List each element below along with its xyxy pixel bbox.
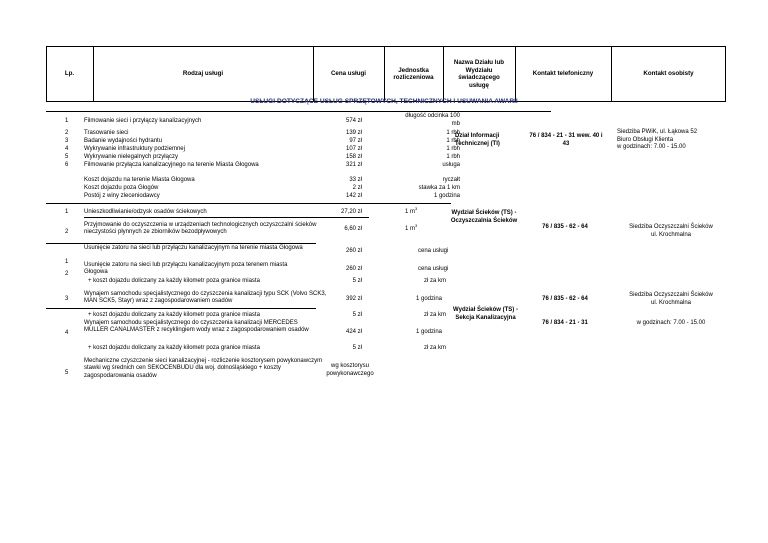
section-title: USŁUGI DOTYCZĄCE USŁUG SPRZĘTOWYCH, TECHNICZNYCH I USUWANIA AWARII [250,98,518,105]
phone-label: 76 / 834 - 21 - 31 wew. 40 i 43 [529,133,603,147]
personal-contact-line: Siedziba Oczyszczalni Ścieków [629,224,713,230]
row-divider [84,217,369,218]
group-divider [46,203,451,204]
row-unit [405,206,435,217]
personal-contact-line: ul. Krochmalna [650,231,692,238]
row-price: 260 zł [345,248,362,254]
row-service: Unieszkodliwianie/odzysk osadów ściekowych [84,209,207,215]
row-service: Usunięcie zatoru na sieci lub przyłączu kanalizacyjnym na terenie miasta Głogowa [84,245,303,251]
row-lp: 5 [65,370,69,376]
row-lp: 1 [65,259,69,265]
group-divider [46,308,316,309]
row-unit: 1 rbh [446,154,460,160]
phone-label: 76 / 834 - 21 - 31 [542,320,588,326]
unit-exponent: 3 [415,206,418,211]
row-price: 142 zł [345,193,362,199]
department-label: Wydział Ścieków (TS) - Sekcja Kanalizacyjna [453,307,518,321]
row-service: Wykrywanie nielegalnych przyłączy [84,154,178,160]
row-price: 5 zł [352,278,362,284]
unit-text: 1 m [405,226,416,232]
header-phone: Kontakt telefoniczny [532,70,594,78]
row-unit: 1 godzina [433,193,460,199]
row-price: 27,20 zł [340,209,362,215]
phone-label: 76 / 835 - 62 - 64 [542,224,588,230]
row-price: 321 zł [345,162,362,168]
row-price: 424 zł [345,329,362,335]
row-service: Filmowanie przyłącza kanalizacyjnego na terenie Miasta Głogowa [84,162,259,168]
row-lp: 3 [65,138,69,144]
row-unit: stawka za 1 km [418,185,460,191]
row-unit: 1 godzina [416,329,443,335]
group-divider [46,111,551,112]
header-unit: Jednostka rozliczeniowa [393,66,434,81]
row-service: Filmowanie sieci i przyłączy kanalizacyjnych [84,118,202,124]
personal-contact-line: w godzinach: 7.00 - 15.00 [617,144,686,150]
row-lp: 1 [65,209,69,215]
row-price: 107 zł [345,146,362,152]
row-lp: 4 [65,146,69,152]
row-service: Koszt dojazdu poza Głogów [84,185,159,191]
unit-text: 1 m [405,209,416,215]
row-unit: zł za km [424,312,447,318]
department-label: Dział Informacji Technicznej (TI) [455,133,500,147]
personal-contact [612,224,730,239]
row-service: Trasowanie sieci [84,130,129,136]
row-service: Badanie wydajności hydrantu [84,138,163,144]
row-lp: 2 [65,271,69,277]
row-lp: 6 [65,162,69,168]
row-unit: ryczałt [442,177,460,183]
row-price: 158 zł [345,154,362,160]
row-unit: 1 rbh [446,138,460,144]
row-price: 5 zł [352,345,362,351]
group-divider [46,243,316,244]
row-unit [405,223,435,234]
personal-contact-line: Biuro Obsługi Klienta [617,136,674,143]
row-service: Wynajem samochodu specjalistycznego do czyszczenia kanalizacji typu SCK (Volvo SCK3, MAN SCK5, Stayr) wraz z zagospodarowaniem osadów [84,291,327,305]
row-lp: 1 [65,118,69,124]
row-unit: 1 godzina [416,296,443,302]
row-price: 33 zł [349,177,362,183]
row-service: Koszt dojazdu na terenie Miasta Głogowa [84,177,195,183]
row-unit: usługa [442,162,460,168]
header-price: Cena usługi [330,70,367,78]
row-price: 574 zł [345,118,362,124]
personal-contact [612,292,730,307]
personal-contact-line: Siedziba PWiK, ul. Łąkowa 52 [617,129,698,135]
row-lp: 2 [65,229,69,235]
phone-label: 76 / 835 - 62 - 64 [542,296,588,302]
row-unit: zł za km [424,345,447,351]
row-price: 139 zł [345,130,362,136]
row-lp: 3 [65,296,69,302]
header-lp: Lp. [64,70,75,78]
personal-contact-hours: w godzinach: 7.00 - 15.00 [636,320,706,326]
row-service: Wykrywanie infrastruktury podziemnej [84,146,185,152]
row-lp: 2 [65,130,69,136]
row-unit: 1 rbh [446,130,460,136]
row-price: wg kosztorysu powykonawczego [326,363,374,377]
header-department: Nazwa Działu lub Wydziału świadczącego usługę [453,59,505,89]
row-lp: 5 [65,154,69,160]
row-price: 2 zł [352,185,362,191]
row-service: Wynajem samochodu specjalistycznego do czyszczenia kanalizacji MERCEDES MULLER CANALMASTER z recyklingiem wody wraz z zagospodarowaniem osadów [84,320,309,334]
personal-contact-line: ul. Krochmalna [650,299,692,306]
unit-exponent: 3 [415,223,418,228]
row-lp: 4 [65,330,69,336]
personal-contact [617,129,727,152]
row-unit: zł za km [424,278,447,284]
row-service: Usunięcie zatoru na sieci lub przyłączu kanalizacyjnym poza terenem miasta Głogowa [84,262,288,276]
header-service: Rodzaj usługi [182,70,224,78]
header-personal: Kontakt osobisty [643,70,694,78]
row-unit: 1 rbh [446,146,460,152]
row-service: Postój z winy zleceniodawcy [84,193,160,199]
row-service: Mechaniczne czyszczenie sieci kanalizacyjnej - rozliczenie kosztorysem powykonawczym stawki wg średnich cen SEKOCENBUDU dla woj. dolnośląskiego + koszty zagospodarowania osadów [84,358,323,379]
row-service: + koszt dojazdu doliczany za każdy kilometr poza granice miasta [88,278,260,284]
row-service: + koszt dojazdu doliczany za każdy kilometr poza granice miasta [88,312,260,318]
row-price: 260 zł [345,266,362,272]
row-service: + koszt dojazdu doliczany za każdy kilometr poza granice miasta [88,345,260,351]
row-unit: długość odcinka 100 mb [405,113,460,127]
row-unit: cena usługi [418,266,449,272]
row-price: 392 zł [345,296,362,302]
row-price: 97 zł [349,138,362,144]
row-unit: cena usługi [418,248,449,254]
row-service: Przyjmowanie do oczyszczenia w urządzeniach technologicznych oczyszczalni ścieków nieczystości płynnych ze zbiorników bezodpływowych [84,222,317,236]
row-price: 6,60 zł [344,226,362,232]
personal-contact-line: Siedziba Oczyszczalni Ścieków [629,292,713,298]
row-price: 5 zł [352,312,362,318]
department-label: Wydział Ścieków (TS) - Oczyszczalnia Ścieków [450,210,518,224]
